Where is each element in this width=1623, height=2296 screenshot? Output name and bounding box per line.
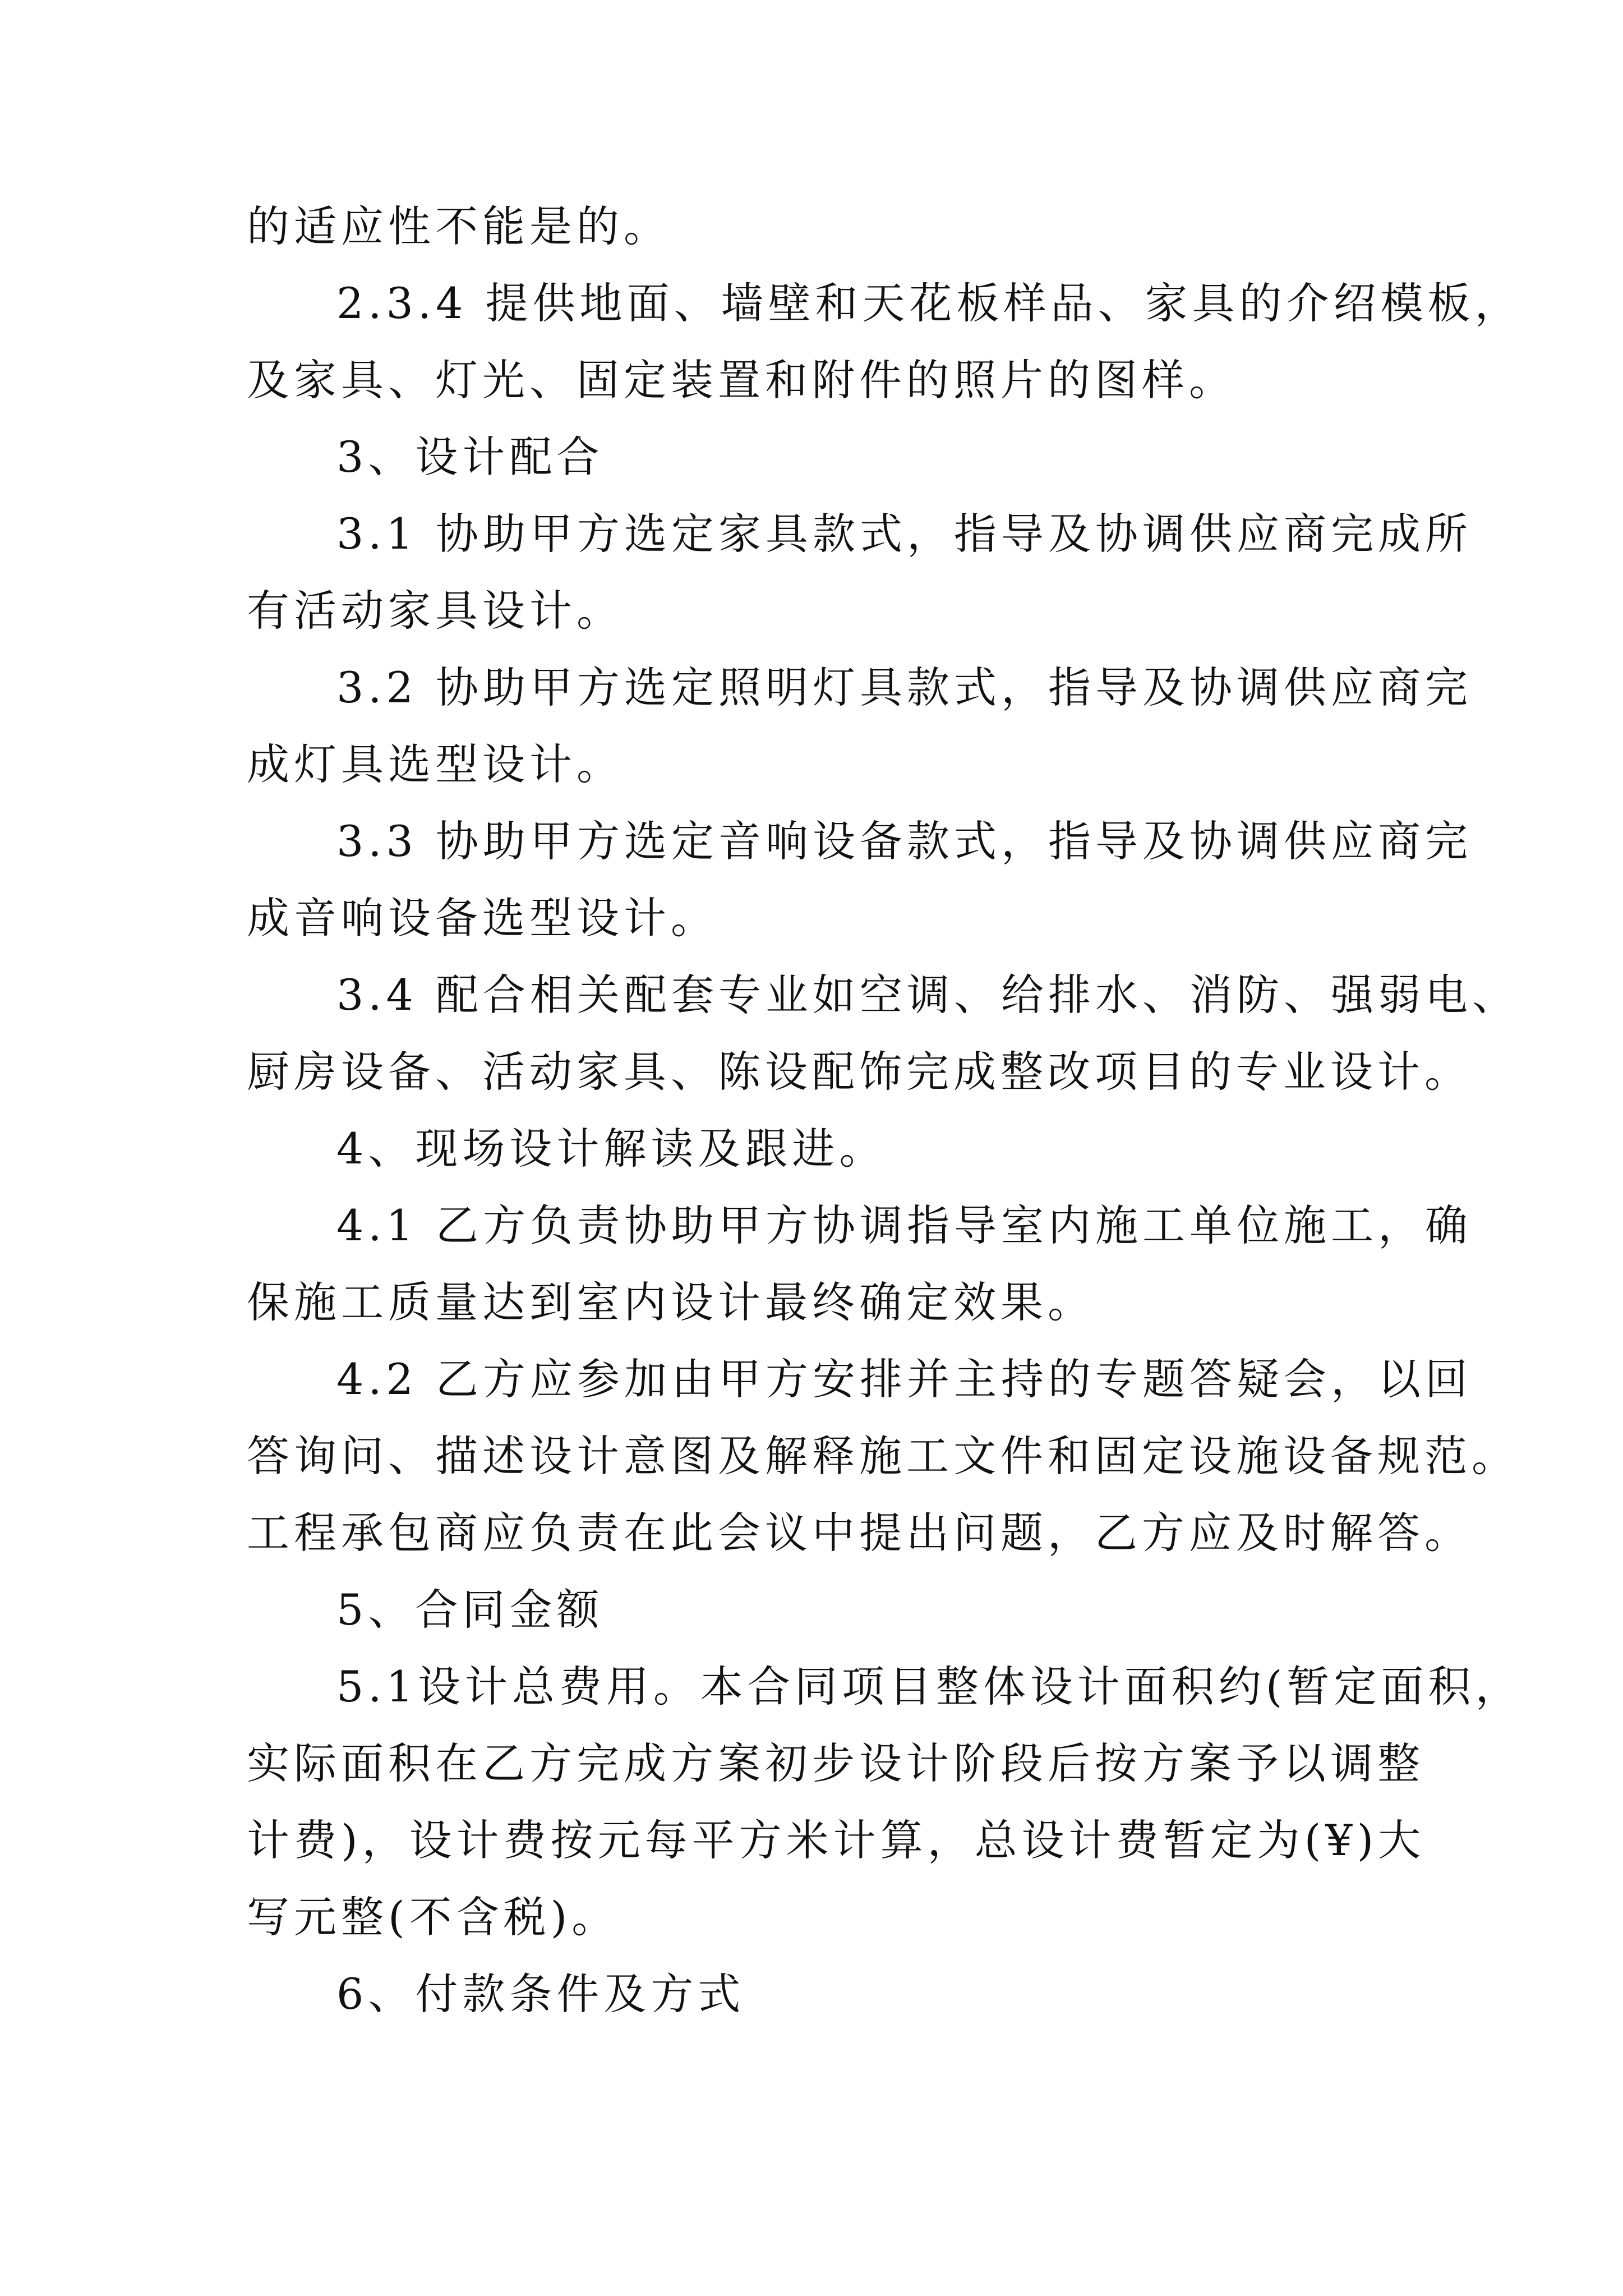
section-heading: 6、付款条件及方式	[336, 1969, 745, 2019]
text-line: 5.1设计总费用。本合同项目整体设计面积约(暂定面积，	[336, 1662, 1523, 1711]
text-line: 3.4 配合相关配套专业如空调、给排水、消防、强弱电、	[336, 970, 1520, 1020]
text-line: 2.3.4 提供地面、墙壁和天花板样品、家具的介绍模板，	[336, 278, 1522, 328]
text-line: 3.1 协助甲方选定家具款式，指导及协调供应商完成所	[336, 509, 1473, 559]
text-line: 3.3 协助甲方选定音响设备款式，指导及协调供应商完	[336, 816, 1473, 866]
section-heading: 3、设计配合	[336, 432, 604, 482]
text-line: 及家具、灯光、固定装置和附件的照片的图样。	[247, 355, 1236, 405]
section-heading: 5、合同金额	[336, 1585, 604, 1635]
section-heading: 4、现场设计解读及跟进。	[336, 1124, 887, 1174]
text-line: 的适应性不能是的。	[247, 201, 671, 251]
text-line: 4.2 乙方应参加由甲方安排并主持的专题答疑会，以回	[336, 1354, 1473, 1404]
text-line: 答询问、描述设计意图及解释施工文件和固定设施设备规范。	[247, 1431, 1519, 1481]
text-line: 成灯具选型设计。	[247, 739, 624, 789]
text-line: 4.1 乙方负责协助甲方协调指导室内施工单位施工，确	[336, 1200, 1473, 1250]
text-line: 厨房设备、活动家具、陈设配饰完成整改项目的专业设计。	[247, 1047, 1472, 1097]
text-line: 成音响设备选型设计。	[247, 893, 718, 943]
text-line: 实际面积在乙方完成方案初步设计阶段后按方案予以调整	[247, 1738, 1424, 1788]
text-line: 保施工质量达到室内设计最终确定效果。	[247, 1277, 1095, 1327]
text-line: 3.2 协助甲方选定照明灯具款式，指导及协调供应商完	[336, 662, 1473, 712]
text-line: 计费)，设计费按元每平方米计算，总设计费暂定为(¥)大	[247, 1815, 1426, 1865]
text-line: 工程承包商应负责在此会议中提出问题，乙方应及时解答。	[247, 1508, 1472, 1558]
document-body	[247, 188, 1523, 2032]
text-line: 有活动家具设计。	[247, 586, 624, 636]
text-line: 写元整(不含税)。	[247, 1892, 619, 1942]
